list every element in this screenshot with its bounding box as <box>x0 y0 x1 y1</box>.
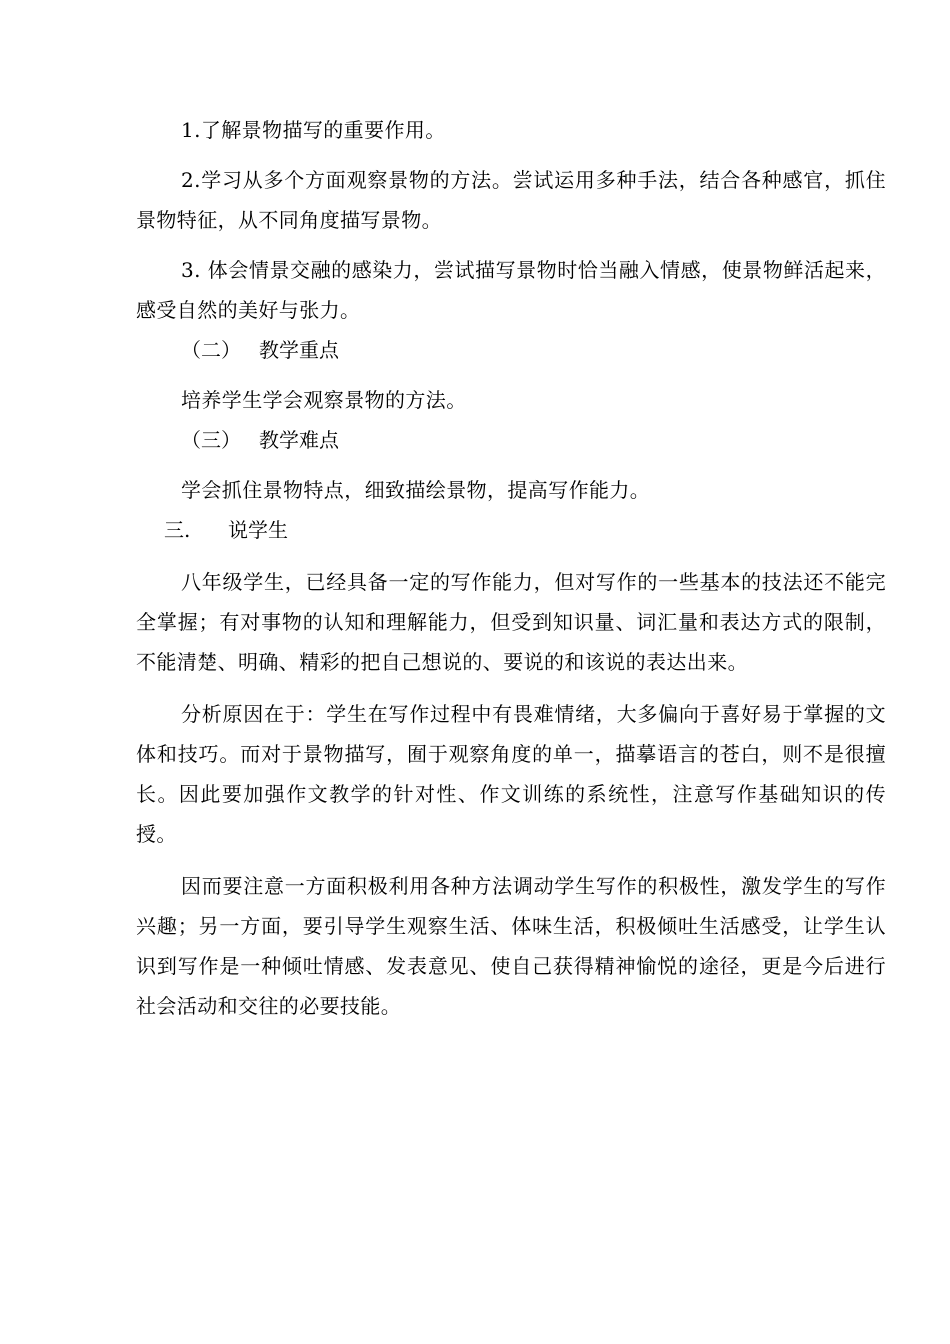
student-paragraph-1: 八年级学生，已经具备一定的写作能力，但对写作的一些基本的技法还不能完全掌握；有对事物的认知和理解能力，但受到知识量、词汇量和表达方式的限制，不能清楚、明确、精彩的把自己想说的、要说的和该说的表达出来。 <box>136 570 886 674</box>
key-point-title: 教学重点 <box>259 338 339 362</box>
section-three-number: 三. <box>164 518 191 542</box>
key-point-heading <box>136 330 886 370</box>
objective-3: 3. 体会情景交融的感染力，尝试描写景物时恰当融入情感，使景物鲜活起来，感受自然的美好与张力。 <box>136 258 886 322</box>
objective-1: 1.了解景物描写的重要作用。 <box>181 118 446 142</box>
difficulty-number: （三） <box>181 428 241 452</box>
student-paragraph-2: 分析原因在于：学生在写作过程中有畏难情绪，大多偏向于喜好易于掌握的文体和技巧。而对于景物描写，囿于观察角度的单一，描摹语言的苍白，则不是很擅长。因此要加强作文教学的针对性、作文训练的系统性，注意写作基础知识的传授。 <box>136 702 886 846</box>
section-three-heading <box>136 510 886 550</box>
difficulty-heading <box>136 420 886 460</box>
student-paragraph-3: 因而要注意一方面积极利用各种方法调动学生写作的积极性，激发学生的写作兴趣；另一方面，要引导学生观察生活、体味生活，积极倾吐生活感受，让学生认识到写作是一种倾吐情感、发表意见、使自己获得精神愉悦的途径，更是今后进行社会活动和交往的必要技能。 <box>136 874 886 1018</box>
difficulty-text: 学会抓住景物特点，细致描绘景物，提高写作能力。 <box>181 478 651 502</box>
document-body <box>136 110 886 1026</box>
key-point-text: 培养学生学会观察景物的方法。 <box>181 388 467 412</box>
objective-2: 2.学习从多个方面观察景物的方法。尝试运用多种手法，结合各种感官，抓住景物特征，从不同角度描写景物。 <box>136 168 886 232</box>
key-point-number: （二） <box>181 338 241 362</box>
difficulty-title: 教学难点 <box>259 428 339 452</box>
section-three-title: 说学生 <box>228 518 288 542</box>
